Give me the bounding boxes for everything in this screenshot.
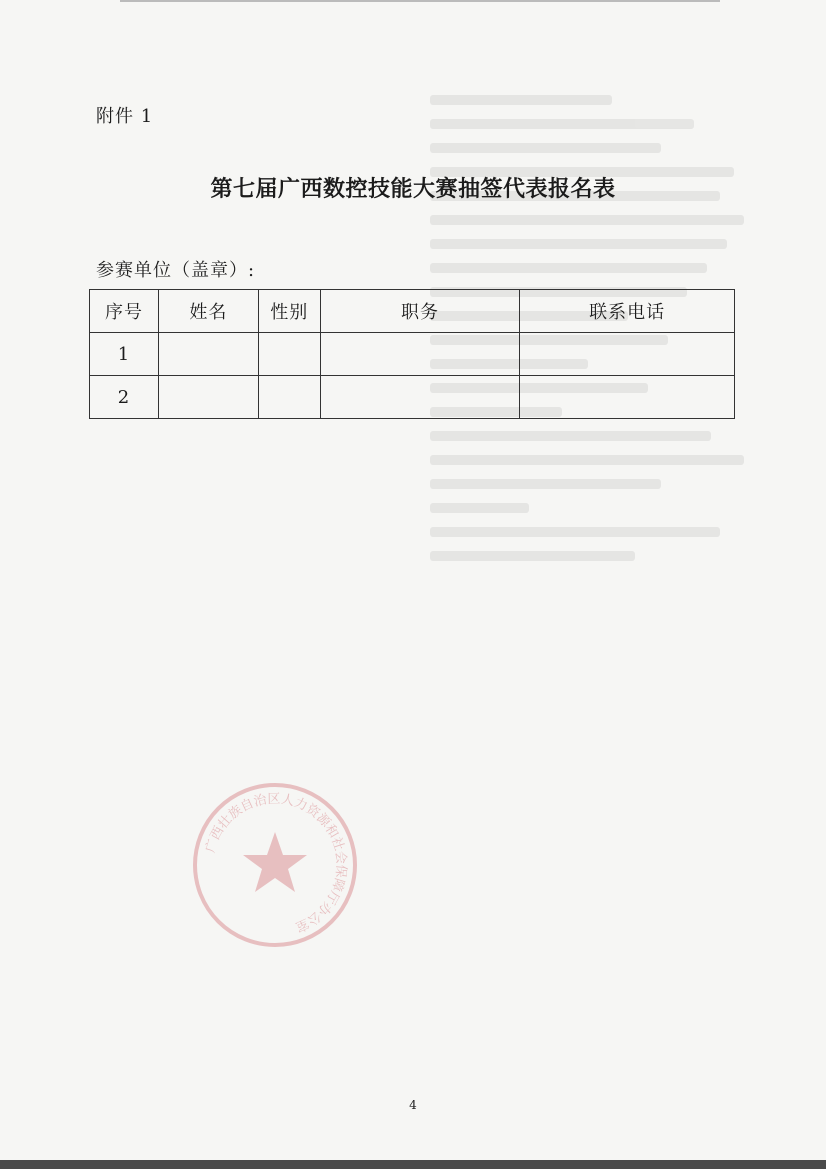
column-header-name: 姓名 xyxy=(158,290,258,333)
official-seal xyxy=(190,780,360,950)
cell-serial: 1 xyxy=(90,333,159,376)
table-row xyxy=(90,333,735,376)
registration-table xyxy=(89,289,735,419)
attachment-label: 附件 1 xyxy=(96,106,154,127)
cell-position xyxy=(320,333,520,376)
column-header-position: 职务 xyxy=(320,290,520,333)
seal-text: 广西壮族自治区人力资源和社会保障厅办公室 xyxy=(203,791,349,935)
column-header-phone: 联系电话 xyxy=(520,290,735,333)
participating-unit-label: 参赛单位（盖章）: xyxy=(96,260,256,281)
cell-position xyxy=(320,376,520,419)
table-row xyxy=(90,376,735,419)
cell-serial: 2 xyxy=(90,376,159,419)
cell-phone xyxy=(520,333,735,376)
table-header-row xyxy=(90,290,735,333)
cell-gender xyxy=(258,333,320,376)
scan-edge-bottom xyxy=(0,1160,826,1169)
column-header-serial: 序号 xyxy=(90,290,159,333)
cell-gender xyxy=(258,376,320,419)
cell-name xyxy=(158,333,258,376)
cell-phone xyxy=(520,376,735,419)
scan-edge-top xyxy=(120,0,720,2)
star-icon xyxy=(243,832,307,892)
page-number: 4 xyxy=(409,1098,417,1112)
column-header-gender: 性别 xyxy=(258,290,320,333)
document-title: 第七届广西数控技能大赛抽签代表报名表 xyxy=(210,176,616,202)
cell-name xyxy=(158,376,258,419)
